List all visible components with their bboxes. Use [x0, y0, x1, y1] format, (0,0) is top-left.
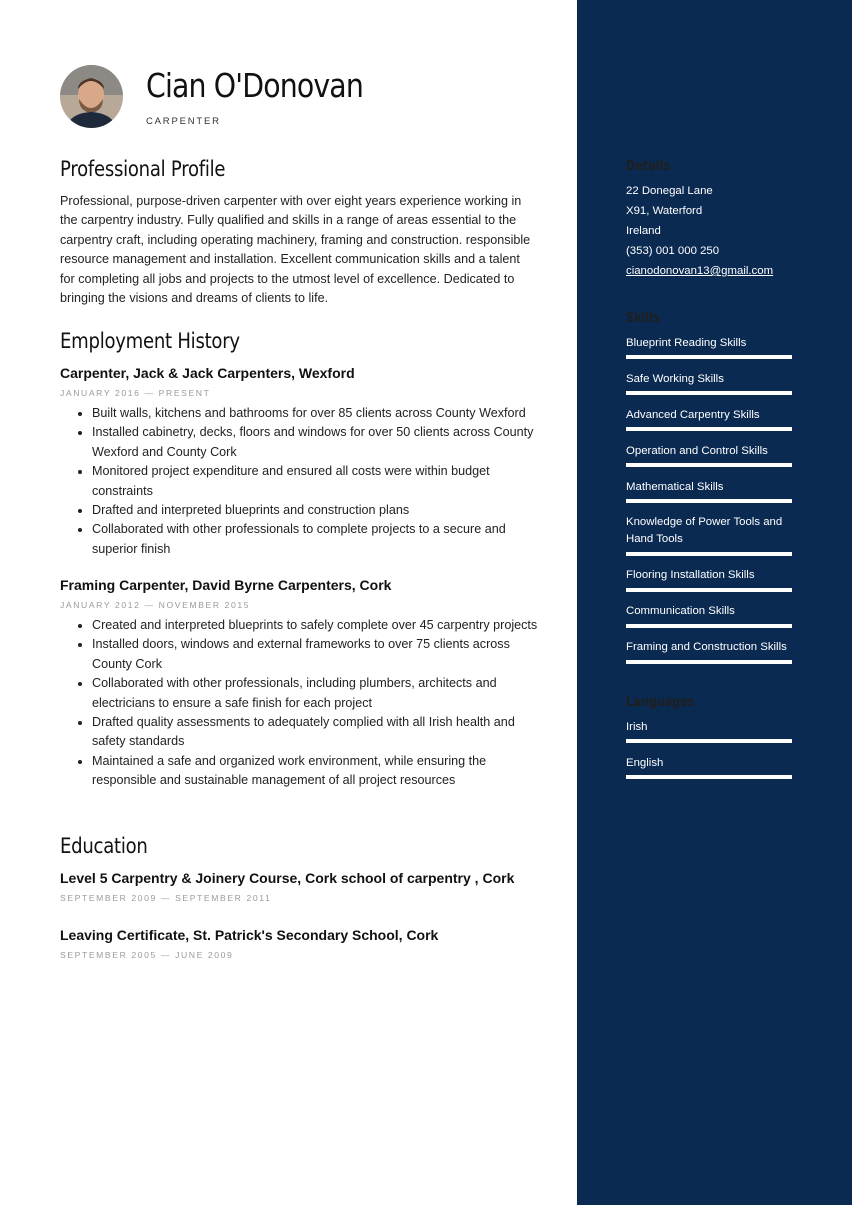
- bullet-item: • Created and interpreted blueprints to safely complete over 45 carpentry projects: [92, 616, 540, 635]
- bullet-item: • Installed doors, windows and external frameworks to over 75 clients across County Cork: [92, 635, 540, 674]
- details-heading: Details: [626, 159, 671, 174]
- education-dates: SEPTEMBER 2005 — JUNE 2009: [60, 950, 234, 960]
- skill-level-bar: [626, 391, 792, 395]
- language-level-bar: [626, 739, 792, 743]
- skill-level-bar: [626, 499, 792, 503]
- skill-level-bar: [626, 552, 792, 556]
- candidate-role: CARPENTER: [146, 116, 221, 127]
- profile-heading: Professional Profile: [60, 157, 226, 181]
- education-title: Level 5 Carpentry & Joinery Course, Cork school of carpentry , Cork: [60, 870, 515, 886]
- skill-label: Flooring Installation Skills: [626, 569, 755, 581]
- skill-label: Communication Skills: [626, 605, 735, 617]
- bullet-item: • Collaborated with other professionals to complete projects to a secure and superior finish: [92, 520, 540, 559]
- avatar-photo: [60, 65, 123, 128]
- bullet-item: • Installed cabinetry, decks, floors and windows for over 50 clients across County Wexford and County Cork: [92, 423, 540, 462]
- address-line-2: X91, Waterford: [626, 205, 703, 217]
- bullet-item: • Collaborated with other professionals, including plumbers, architects and electricians to ensure a safe finish for each project: [92, 674, 540, 713]
- skill-label: Safe Working Skills: [626, 373, 724, 385]
- skill-label: Operation and Control Skills: [626, 445, 768, 457]
- bullet-item: • Maintained a safe and organized work environment, while ensuring the responsible and sustainable management of all project resources: [92, 752, 540, 791]
- bullet-item: • Built walls, kitchens and bathrooms for over 85 clients across County Wexford: [92, 404, 540, 423]
- job-entry: [60, 365, 540, 559]
- education-entry: [60, 927, 540, 960]
- language-label: English: [626, 757, 664, 769]
- skill-level-bar: [626, 660, 792, 664]
- job-title: Framing Carpenter, David Byrne Carpenters, Cork: [60, 577, 392, 593]
- address-line-1: 22 Donegal Lane: [626, 185, 713, 197]
- job-entry: [60, 577, 540, 791]
- job-title: Carpenter, Jack & Jack Carpenters, Wexford: [60, 365, 355, 381]
- employment-heading: Employment History: [60, 329, 240, 353]
- languages-heading: Languages: [626, 695, 695, 710]
- skill-label: Framing and Construction Skills: [626, 641, 787, 653]
- job-bullets: [60, 616, 540, 791]
- bullet-item: • Drafted quality assessments to adequately complied with all Irish health and safety standards: [92, 713, 540, 752]
- skill-level-bar: [626, 355, 792, 359]
- job-bullets: [60, 404, 540, 559]
- phone-number: (353) 001 000 250: [626, 245, 720, 257]
- skill-label: Advanced Carpentry Skills: [626, 409, 760, 421]
- skill-level-bar: [626, 427, 792, 431]
- skill-label: Blueprint Reading Skills: [626, 337, 747, 349]
- job-dates: JANUARY 2016 — PRESENT: [60, 388, 211, 398]
- language-level-bar: [626, 775, 792, 779]
- education-entry: [60, 870, 540, 903]
- skill-label: Mathematical Skills: [626, 481, 724, 493]
- skill-level-bar: [626, 588, 792, 592]
- education-heading: Education: [60, 834, 148, 858]
- education-dates: SEPTEMBER 2009 — SEPTEMBER 2011: [60, 893, 272, 903]
- skill-level-bar: [626, 624, 792, 628]
- details-block: [626, 181, 773, 281]
- profile-text: Professional, purpose-driven carpenter with over eight years experience working in the carpentry industry. Fully qualified and skills in a range of areas essential to the carpentry craft, including operating machinery, framing and construction. responsible resource management and installation. Excellent communication skills and a talent for completing all jobs and projects to the utmost level of excellence. Dedicated to bringing the visions and dreams of clients to life.: [60, 194, 531, 306]
- language-label: Irish: [626, 721, 648, 733]
- candidate-name: Cian O'Donovan: [146, 66, 363, 105]
- address-country: Ireland: [626, 225, 661, 237]
- bullet-item: • Drafted and interpreted blueprints and construction plans: [92, 501, 540, 520]
- skill-label: Knowledge of Power Tools and Hand Tools: [626, 516, 783, 545]
- skill-level-bar: [626, 463, 792, 467]
- bullet-item: • Monitored project expenditure and ensured all costs were within budget constraints: [92, 462, 540, 501]
- email-link[interactable]: cianodonovan13@gmail.com: [626, 265, 774, 277]
- education-title: Leaving Certificate, St. Patrick's Secondary School, Cork: [60, 927, 439, 943]
- avatar: [60, 65, 123, 128]
- job-dates: JANUARY 2012 — NOVEMBER 2015: [60, 600, 251, 610]
- skills-heading: Skills: [626, 311, 660, 326]
